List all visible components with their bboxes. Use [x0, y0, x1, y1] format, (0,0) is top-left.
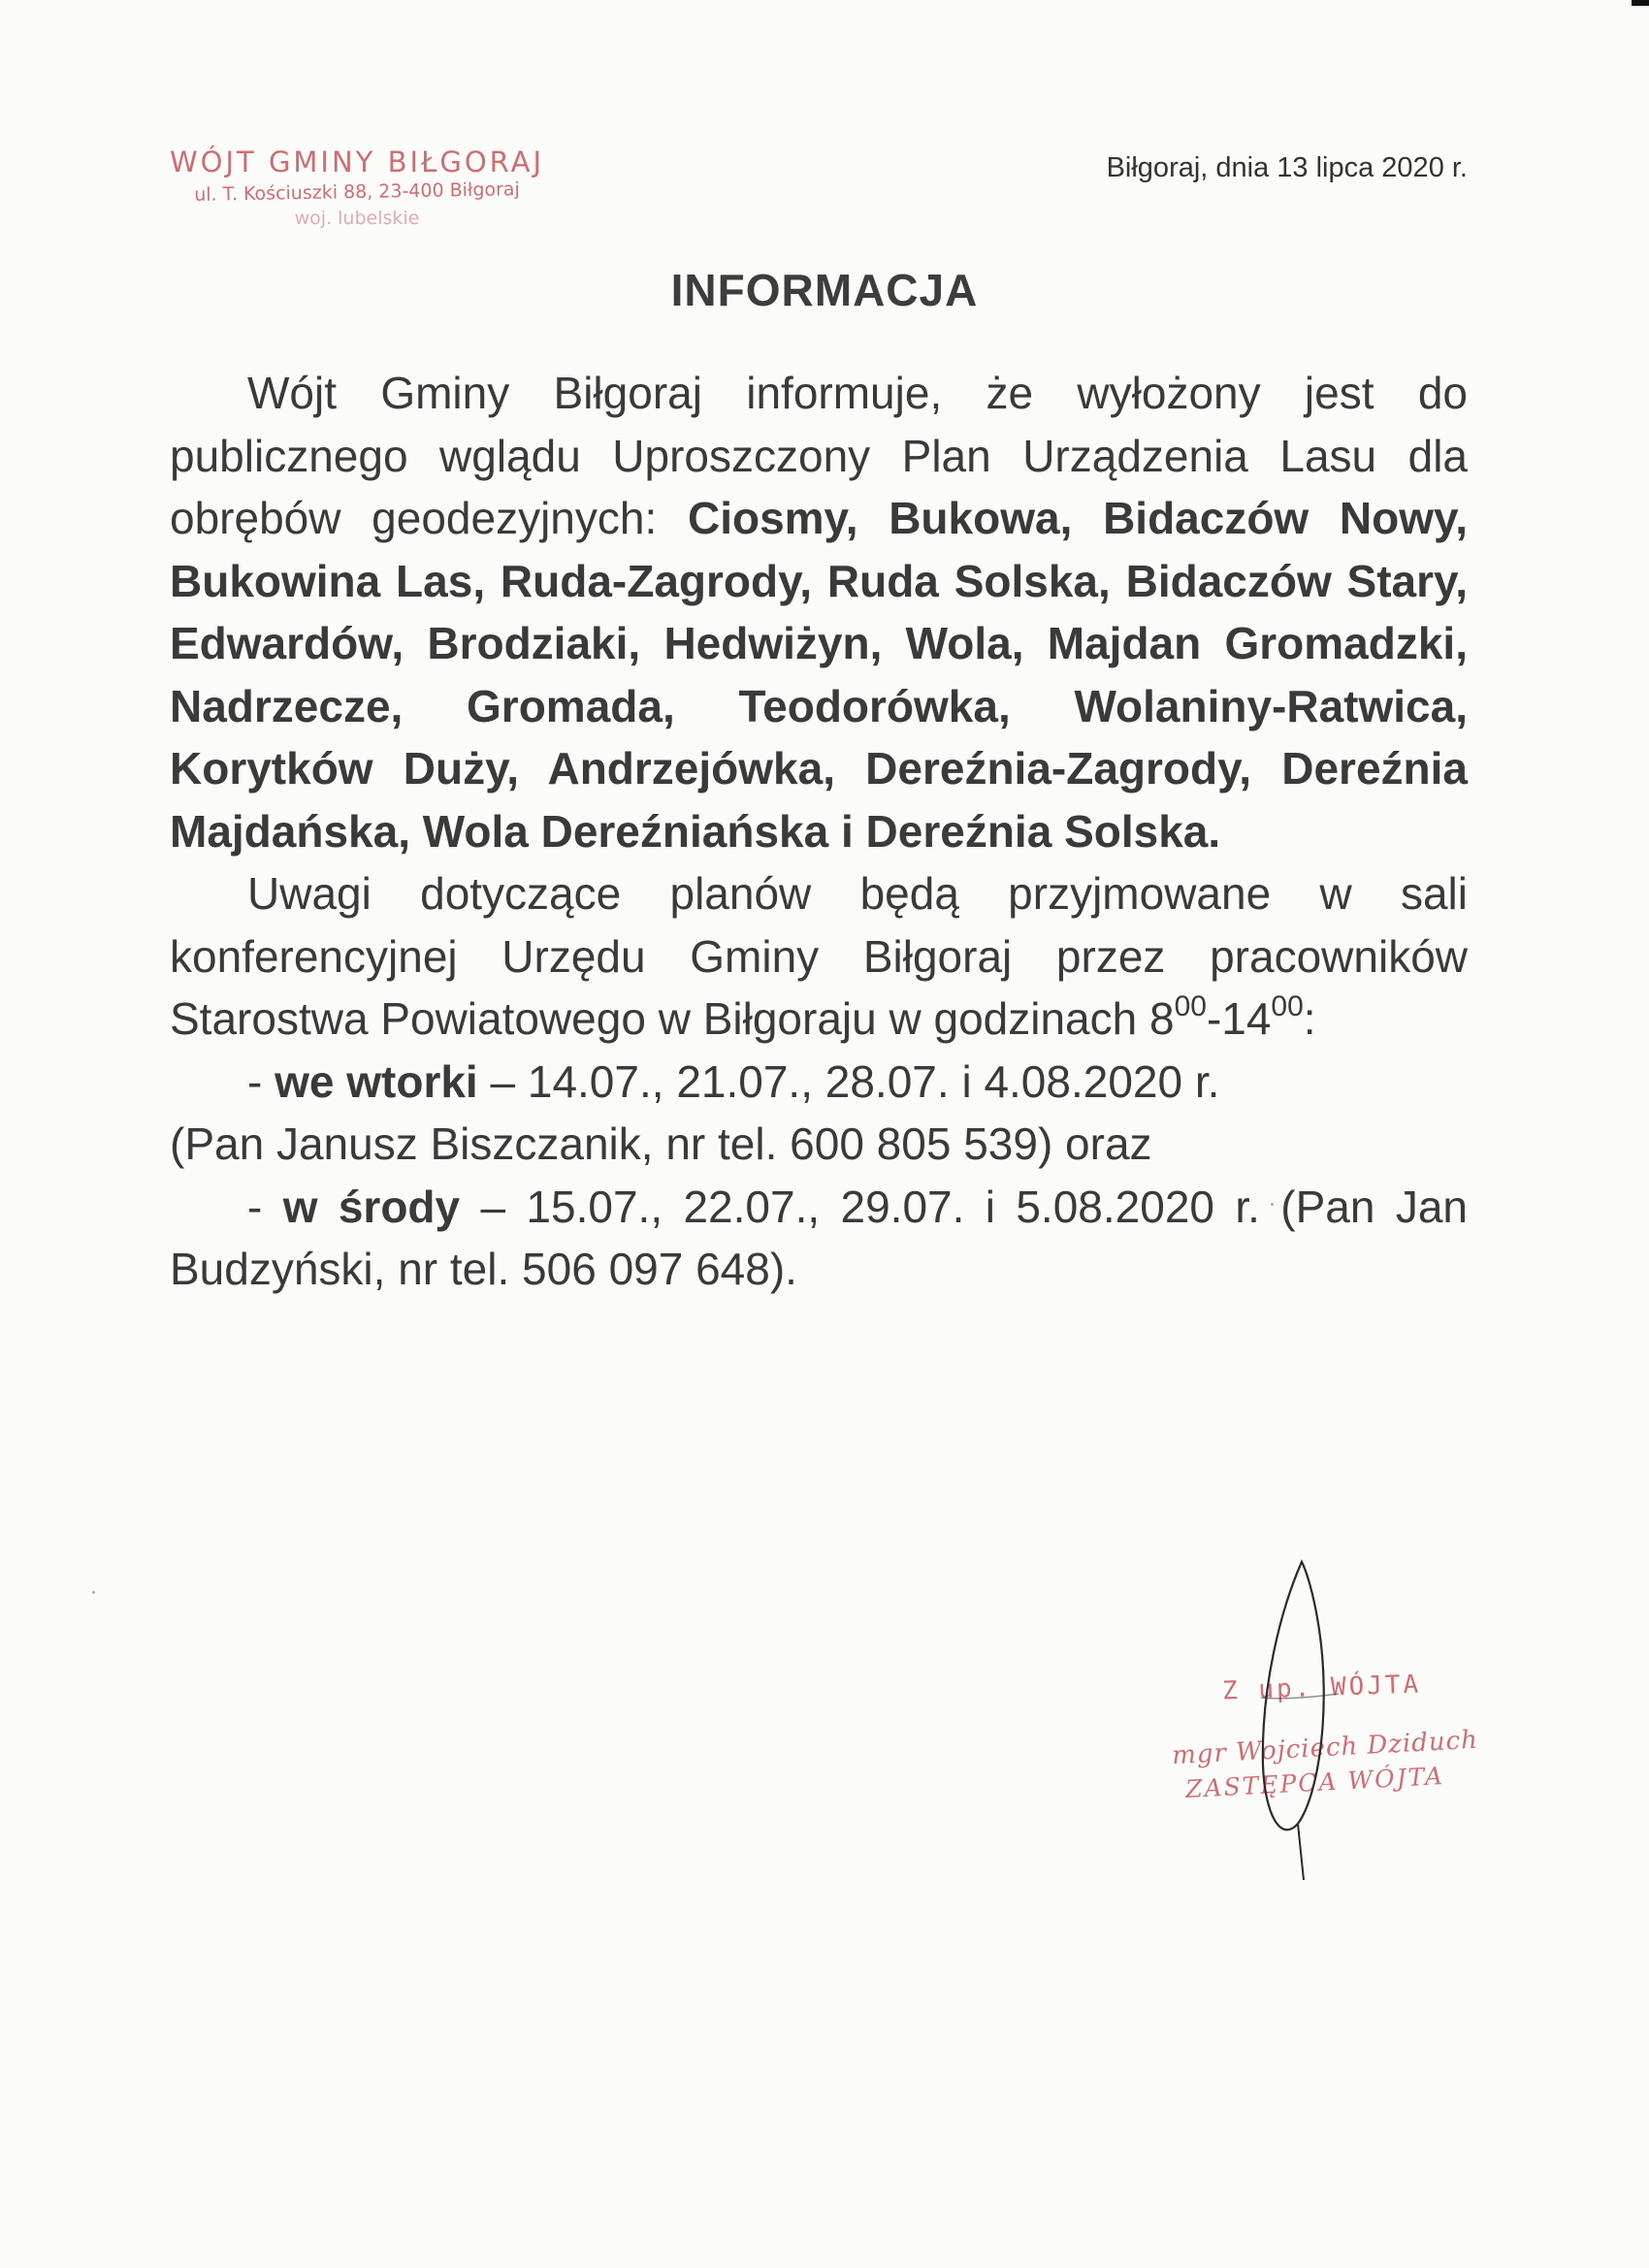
- remarks-colon: :: [1303, 993, 1316, 1044]
- wednesday-label: w środy: [282, 1181, 461, 1232]
- announcement-intro: Wójt Gminy Biłgoraj informuje, że wyłożony jest do publicznego wglądu Uproszczony Plan Urządzenia Lasu dla obrębów geodezyjnych:: [170, 368, 1468, 543]
- scan-edge-mark: [1632, 0, 1649, 6]
- hour-end-minutes: 00: [1271, 990, 1304, 1022]
- office-stamp-name: WÓJT GMINY BIŁGORAJ: [169, 146, 545, 178]
- signature-stamp-role: ZASTĘPCA WÓJTA: [1184, 1762, 1445, 1803]
- remarks-text: Uwagi dotyczące planów będą przyjmowane w sali konferencyjnej Urzędu Gminy Biłgoraj przez pracowników Starostwa Powiatowego w Biłgoraju w godzinach 8: [170, 868, 1468, 1044]
- wednesday-dates: – 15.07., 22.07., 29.07. i 5.08.2020 r.: [460, 1181, 1260, 1232]
- schedule-tuesday: [170, 1051, 1468, 1114]
- announcement-places: Ciosmy, Bukowa, Bidaczów Nowy, Bukowina Las, Ruda-Zagrody, Ruda Solska, Bidaczów Stary, Edwardów, Brodziaki, Hedwiżyn, Wola, Majdan Gromadzki, Nadrzecze, Gromada, Teodorówka, Wolaniny-Ratwica, Korytków Duży, Andrzejówka, Dereźnia-Zagrody, Dereźnia Majdańska, Wola Dereźniańska i Dereźnia Solska.: [170, 493, 1468, 857]
- office-stamp-region: woj. lubelskie: [294, 208, 420, 229]
- schedule-wednesday: [170, 1176, 1468, 1301]
- wednesday-prefix: -: [247, 1181, 283, 1232]
- signature-stamp-authority: Z up. WÓJTA: [1221, 1669, 1422, 1706]
- tuesday-dates: – 14.07., 21.07., 28.07. i 4.08.2020 r.: [477, 1055, 1220, 1107]
- tuesday-label: we wtorki: [275, 1055, 478, 1107]
- wednesday-contact: (Pan Jan Budzyński, nr tel. 506 097 648).: [170, 1181, 1468, 1294]
- paragraph-announcement: [170, 362, 1468, 862]
- tuesday-contact: (Pan Janusz Biszczanik, nr tel. 600 805 539) oraz: [170, 1118, 1152, 1169]
- paragraph-remarks: [170, 862, 1468, 1051]
- hour-start-minutes: 00: [1174, 990, 1207, 1022]
- office-stamp-address: ul. T. Kościuszki 88, 23-400 Biłgoraj: [194, 178, 520, 206]
- office-stamp: [163, 146, 551, 231]
- signature-stamp-name: mgr Wojciech Dziduch: [1171, 1725, 1479, 1771]
- hour-separator: -14: [1206, 993, 1272, 1044]
- scan-speck: [92, 1591, 95, 1594]
- document-date: Biłgoraj, dnia 13 lipca 2020 r.: [1106, 152, 1468, 183]
- document-body: [170, 362, 1468, 1301]
- document-title: INFORMACJA: [670, 265, 979, 315]
- tuesday-prefix: -: [247, 1055, 275, 1107]
- handwritten-signature: [1242, 1552, 1358, 1882]
